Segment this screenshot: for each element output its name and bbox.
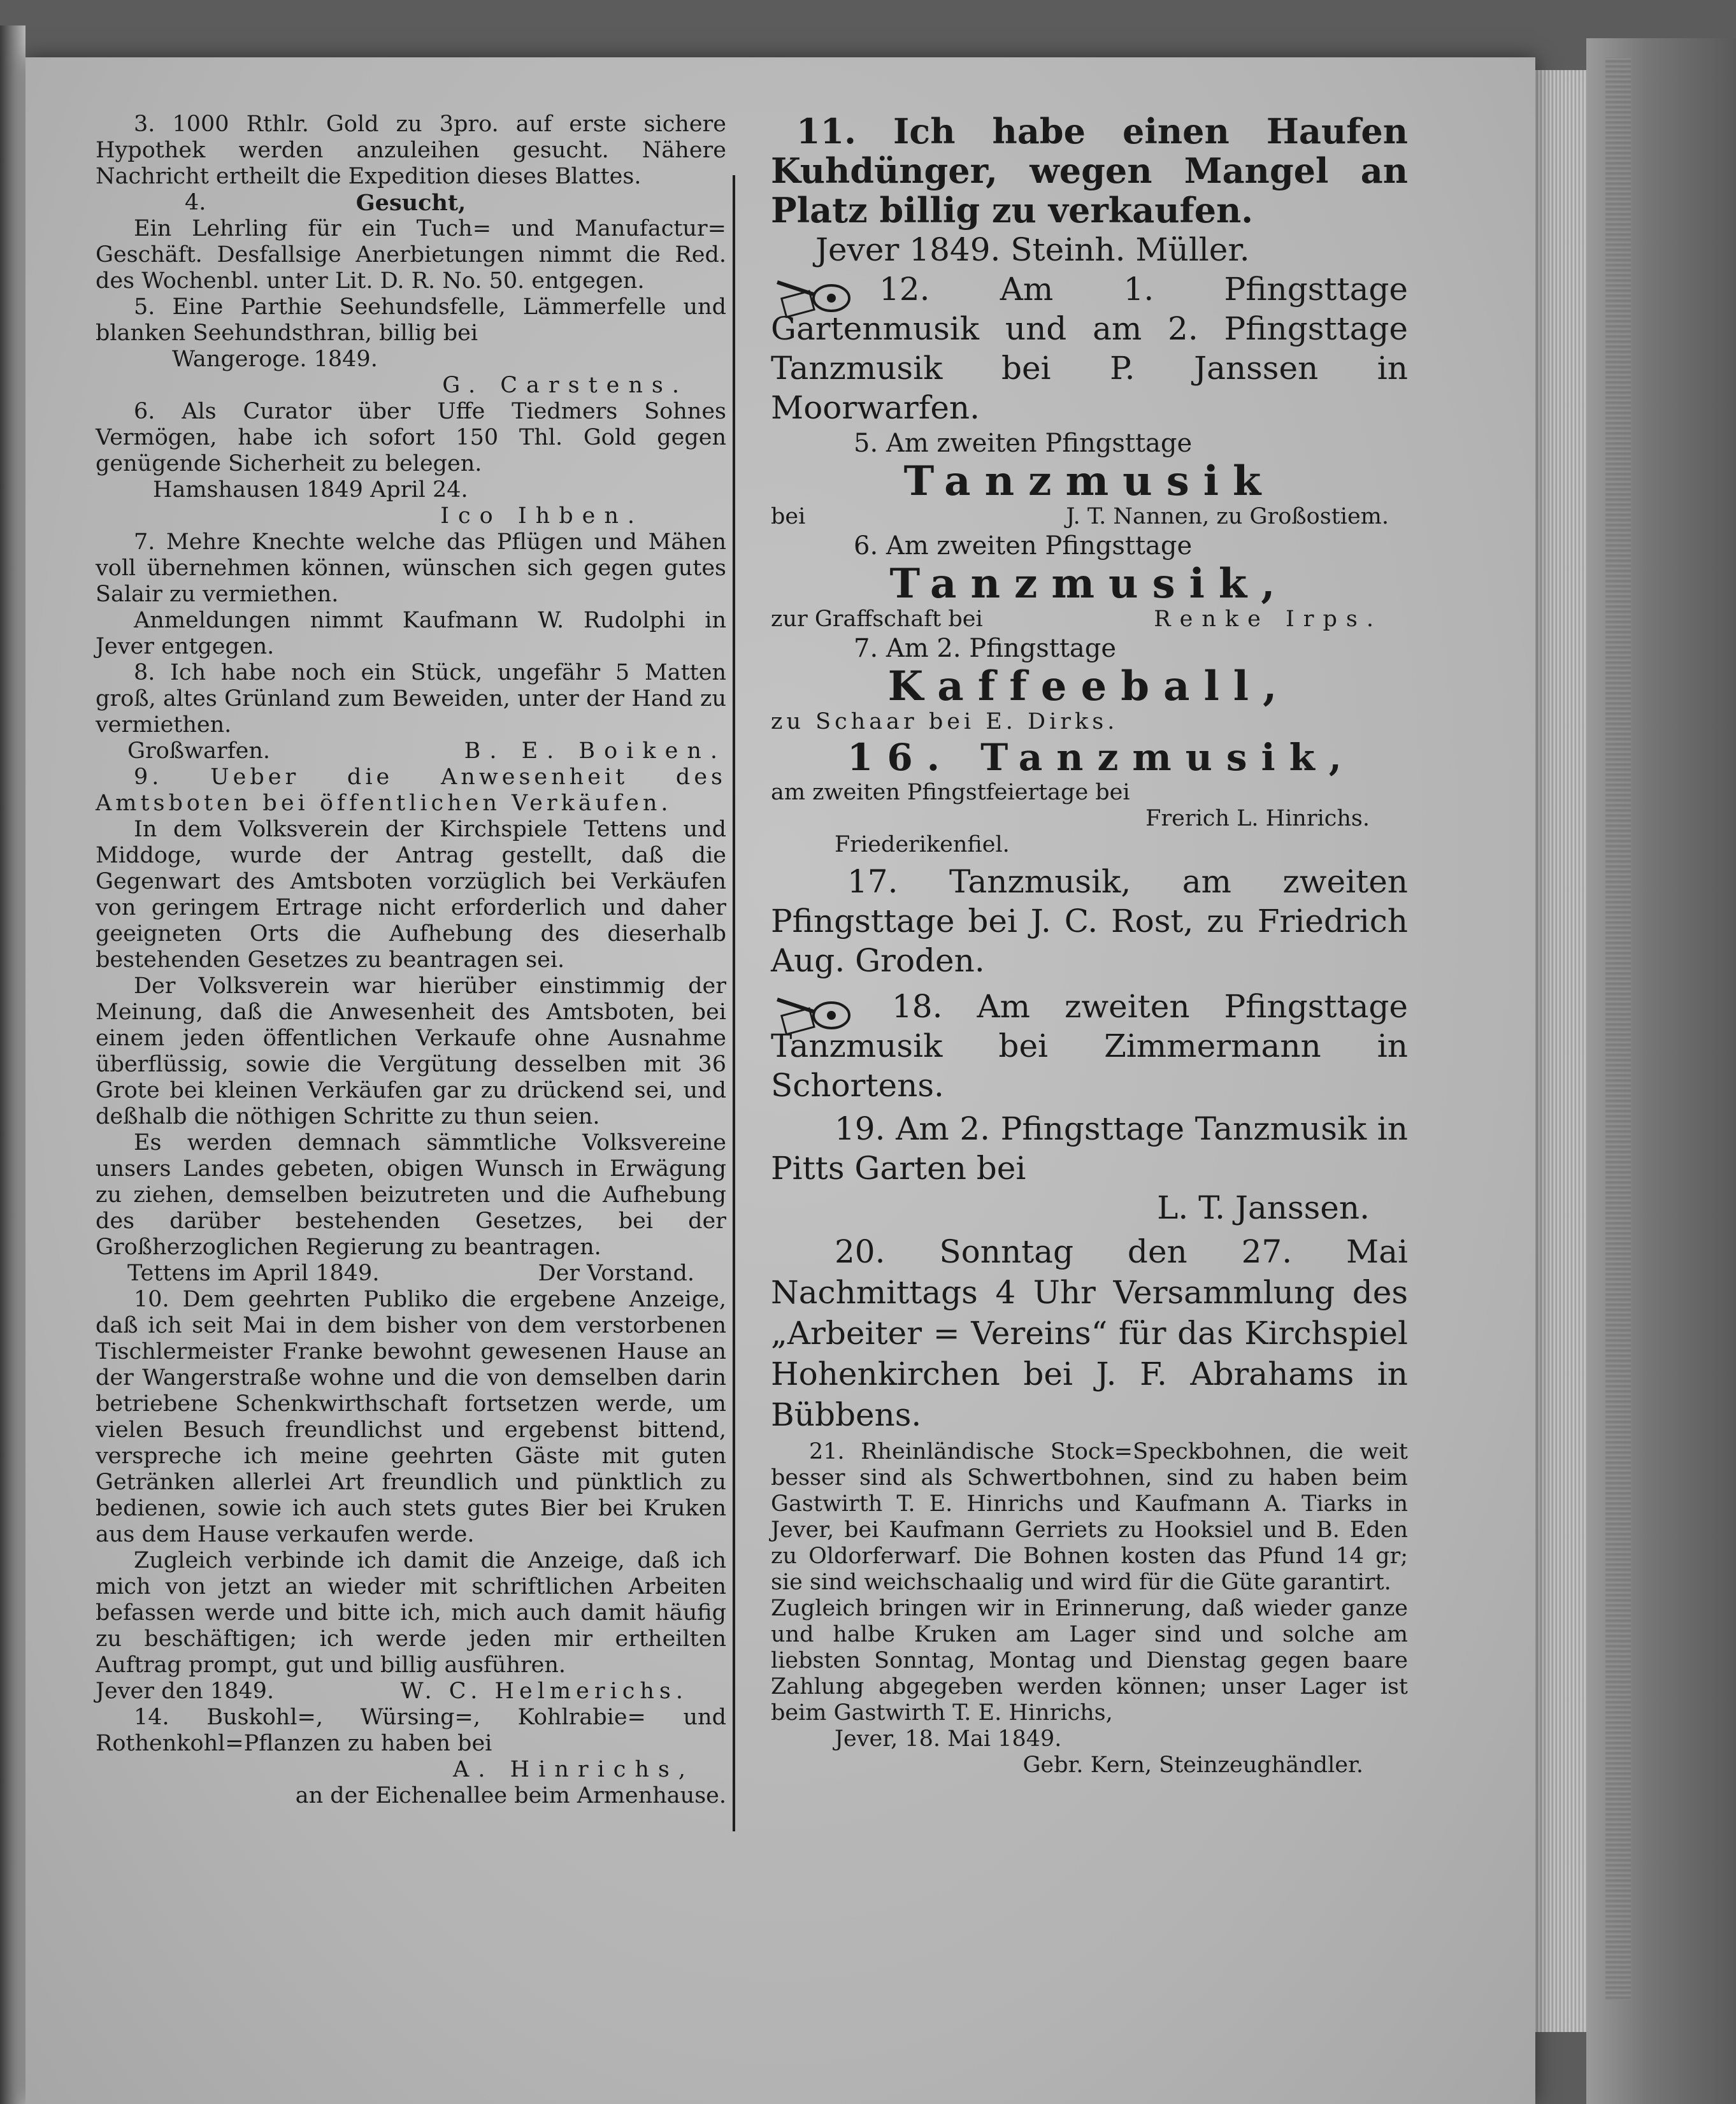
ad-10-place: Jever den 1849. [96,1678,275,1704]
ad-6-text: 6. Als Curator über Uffe Tiedmers Sohnes Vermögen, habe ich sofort 150 Thl. Gold gegen genügende Sicherheit zu belegen. [96,399,726,476]
book-cover-edge [1586,38,1736,2104]
ad-5-text: 5. Eine Parthie Seehundsfelle, Lämmerfelle und blanken Seehundsthran, billig bei [96,294,726,346]
ad-10-paragraph-1: 10. Dem geehrten Publiko die ergebene Anzeige, daß ich seit Mai in dem bisher von dem verstorbenen Tischlermeister Franke bewohnt gewesenen Hause an der Wangerstraße wohne und die von demselben darin betriebene Schenkwirthschaft fortsetzen werde, um vielen Besuch freundlichst und ergebenst bittend, verspreche ich meine geehrten Gäste mit guten Getränken allerlei Art freundlich und pünktlich zu bedienen, sowie ich auch stets gutes Bier bei Kruken aus dem Hause verkaufen werde. [96,1287,726,1547]
ad-11: 11. Ich habe einen Haufen Kuhdünger, wegen Mangel an Platz billig zu verkaufen. [771,111,1408,231]
ad-3: 3. 1000 Rthlr. Gold zu 3pro. auf erste sichere Hypothek werden anzuleihen gesucht. Nähere Nachricht ertheilt die Expedition dieses Blattes. [96,111,726,189]
ad-9-paragraph-1: In dem Volksverein der Kirchspiele Tettens und Middoge, wurde der Antrag gestellt, daß die Gegenwart des Amtsboten vorzüglich bei Verkäufen von geringem Ertrage nicht erforderlich und daher geeigneten Orts die Aufhebung des dieserhalb bestehenden Gesetzes zu beantragen sei. [96,817,726,973]
ad-9-signature [96,1261,726,1287]
ad-21-paragraph-1: 21. Rheinländische Stock=Speckbohnen, die weit besser sind als Schwertbohnen, sind zu haben beim Gastwirth T. E. Hinrichs und Kaufmann A. Tiarks in Jever, bei Kaufmann Gerriets zu Hooksiel und B. Eden zu Oldorferwarf. Die Bohnen kosten das Pfund 14 gr; sie sind weichschaalig und wird für die Güte garantirt. [771,1439,1408,1595]
ad-10-paragraph-2: Zugleich verbinde ich damit die Anzeige, daß ich mich von jetzt an wieder mit schriftlichen Arbeiten befassen werde und bitte ich, mich auch damit häufig zu beschäftigen; ich werde jeden mir ertheilten Auftrag prompt, gut und billig ausführen. [96,1548,726,1678]
ad-7-ball-name: zu Schaar bei E. Dirks. [771,709,1119,734]
left-column [96,111,726,1809]
ad-16-line: 16. Tanzmusik, [847,736,1356,779]
ad-5-dance-line: 5. Am zweiten Pfingsttage [854,429,1193,458]
page-edges [1535,70,1586,2032]
ad-6-dance-left: zur Graffschaft bei [771,606,983,632]
ad-11-signature: Jever 1849. Steinh. Müller. [815,231,1250,268]
right-column [771,111,1408,1778]
ad-16-text: am zweiten Pfingstfeiertage bei [771,780,1130,805]
ad-19-name: L. T. Janssen. [1157,1189,1370,1226]
ad-8-signature [96,738,726,764]
ad-7-ball-heading: Kaffeeball, [887,662,1291,710]
ad-18: 18. Am zweiten Pfingsttage Tanzmusik bei Zimmermann in Schortens. [771,988,1408,1104]
ad-8-name: B. E. Boiken. [464,738,726,764]
ad-21-name: Gebr. Kern, Steinzeughändler. [1022,1752,1363,1778]
ad-12-block [771,269,1408,427]
guitar-icon-2 [771,987,866,1038]
ad-10-signature [96,1678,726,1705]
ad-8-text: 8. Ich habe noch ein Stück, ungefähr 5 Matten groß, altes Grünland zum Beweiden, unter der Hand zu vermiethen. [96,660,726,738]
ad-9-name: Der Vorstand. [538,1261,694,1286]
ad-16-name: Frerich L. Hinrichs. [1145,806,1370,831]
ad-6-dance-line: 6. Am zweiten Pfingsttage [854,531,1193,561]
ad-14-text: 14. Buskohl=, Würsing=, Kohlrabie= und Rothenkohl=Pflanzen zu haben bei [96,1705,726,1756]
ad-4-heading: Gesucht, [355,190,466,216]
guitar-icon [771,269,866,320]
ad-14-place: an der Eichenallee beim Armenhause. [295,1783,726,1808]
ad-12: 12. Am 1. Pfingsttage Gartenmusik und am 2. Pfingsttage Tanzmusik bei P. Janssen in Moorwarfen. [771,271,1408,426]
column-divider [733,175,735,1831]
ad-6-name: Ico Ihben. [440,503,643,529]
ad-7-text-2: Anmeldungen nimmt Kaufmann W. Rudolphi in Jever entgegen. [96,608,726,659]
ad-21-paragraph-2: Zugleich bringen wir in Erinnerung, daß wieder ganze und halbe Kruken am Lager sind und solche am liebsten Sonntag, Montag und Dienstag gegen baare Zahlung abgegeben werden können; unser Lager ist beim Gastwirth T. E. Hinrichs, [771,1596,1408,1726]
ad-9-paragraph-3: Es werden demnach sämmtliche Volksvereine unsers Landes gebeten, obigen Wunsch in Erwägung zu ziehen, demselben beizutreten und die Aufhebung des darüber bestehenden Gesetzes, bei der Großherzoglichen Regierung zu beantragen. [96,1130,726,1260]
ad-19: 19. Am 2. Pfingsttage Tanzmusik in Pitts Garten bei [771,1110,1408,1187]
ad-6-place: Hamshausen 1849 April 24. [153,477,468,503]
ad-18-block [771,987,1408,1105]
ad-5-dance-bei: bei [771,504,806,529]
ad-20: 20. Sonntag den 27. Mai Nachmittags 4 Uhr Versammlung des „Arbeiter = Vereins“ für das Kirchspiel Hohenkirchen bei J. F. Abrahams in Bübbens. [771,1233,1408,1433]
ad-17: 17. Tanzmusik, am zweiten Pfingsttage bei J. C. Rost, zu Friedrich Aug. Groden. [771,863,1408,979]
ad-8-place: Großwarfen. [127,738,271,764]
ad-4-text: Ein Lehrling für ein Tuch= und Manufactur= Geschäft. Desfallsige Anerbietungen nimmt die Red. des Wochenbl. unter Lit. D. R. No. 50. entgegen. [96,216,726,294]
ad-7-ball-line: 7. Am 2. Pfingsttage [854,634,1117,663]
ad-9-place: Tettens im April 1849. [127,1261,380,1286]
ad-5-dance-signature [771,504,1408,530]
ad-14-name: A. Hinrichs, [453,1757,694,1782]
ad-6-dance-heading: Tanzmusik, [889,560,1289,608]
ad-10-name: W. C. Helmerichs. [400,1678,688,1704]
ad-5-dance-name: J. T. Nannen, zu Großostiem. [1066,504,1389,529]
ad-5-place: Wangeroge. 1849. [172,347,378,372]
ad-6-dance-signature [771,606,1408,633]
ad-5-name: G. Carstens. [442,373,688,398]
ad-4-number: 4. [185,190,206,215]
ad-9-heading: 9. Ueber die Anwesenheit des Amtsboten bei öffentlichen Verkäufen. [96,764,726,816]
ad-7-text: 7. Mehre Knechte welche das Pflügen und Mähen voll übernehmen können, wünschen sich gegen gutes Salair zu vermiethen. [96,529,726,607]
ad-5-dance-heading: Tanzmusik [903,457,1275,505]
book-spine [0,25,25,2104]
ad-16-place: Friederikenfiel. [835,832,1010,857]
ad-21-place: Jever, 18. Mai 1849. [835,1726,1062,1752]
ad-6-dance-name: Renke Irps. [1154,606,1382,632]
ad-9-paragraph-2: Der Volksverein war hierüber einstimmig der Meinung, daß die Anwesenheit des Amtsboten, bei einem jeden öffentlichen Verkaufe ohne Ausnahme überflüssig, sowie die Vergütung desselben mit 36 Grote bei kleinen Verkäufen gar zu drückend sei, und deßhalb die nöthigen Schritte zu thun seien. [96,973,726,1129]
